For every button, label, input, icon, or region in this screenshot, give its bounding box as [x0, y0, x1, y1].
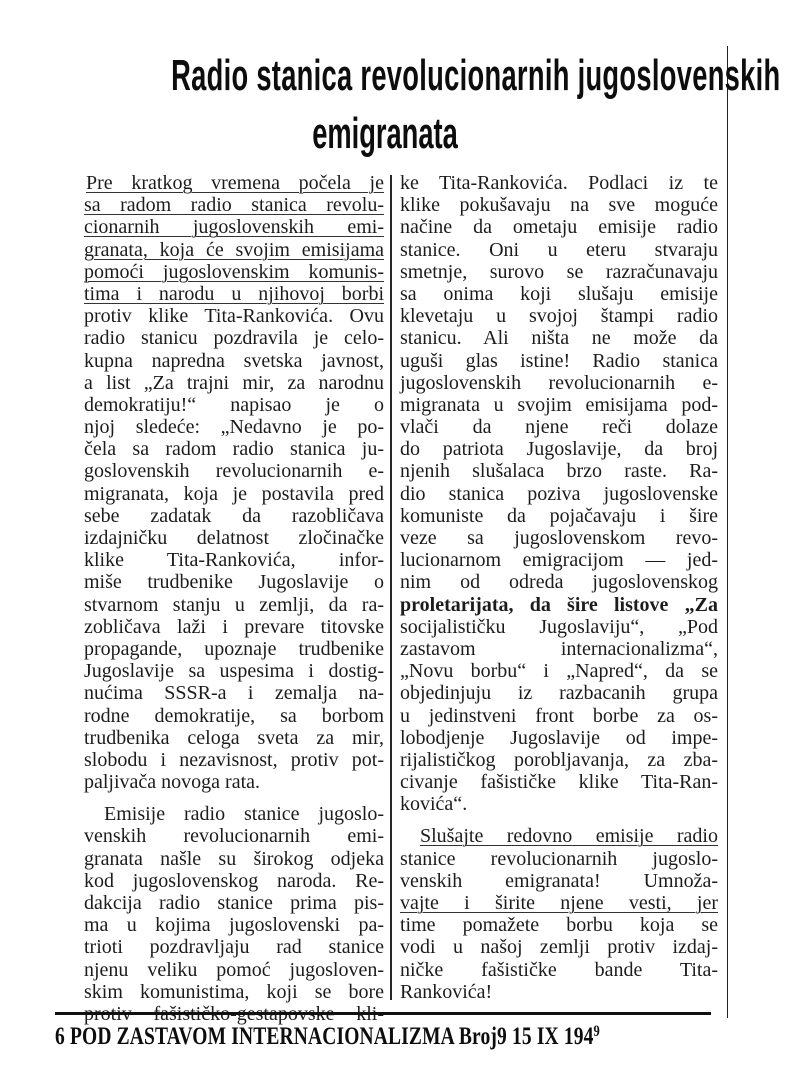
footer-rule — [55, 1012, 711, 1015]
text-line: granata našle su širokog odjeka — [84, 847, 384, 870]
text-line: kovića“. — [400, 793, 468, 816]
text-line: klike Tita-Rankovića, infor- — [84, 549, 384, 572]
text-line: do patriota Jugoslavije, da broj — [400, 438, 718, 461]
text-line: demokratiju!“ napisao je o — [84, 393, 384, 416]
text-line: cionarnih jugoslovenskih emi- — [84, 216, 384, 239]
text-line: Slušajte redovno emisije radio — [420, 825, 718, 848]
page-number: 6 — [55, 1023, 65, 1050]
text-line: tima i narodu u njihovoj borbi — [84, 282, 384, 305]
text-line: pomoći jugoslovenskim komunis- — [84, 260, 384, 283]
right-margin-rule — [727, 46, 728, 1018]
text-line: načine da ometaju emisije radio — [400, 216, 718, 239]
text-line: slobodu i nezavisnost, protiv pot- — [84, 748, 384, 771]
text-line: skim komunistima, koji se bore — [84, 980, 384, 1003]
text-line: kupna napredna svetska javnost, — [84, 349, 384, 372]
text-line: uguši glas istine! Radio stanica — [400, 349, 718, 372]
text-line: venskih emigranata! Umnoža- — [400, 869, 718, 892]
text-line: njoj sledeće: „Nedavno je po- — [84, 416, 384, 439]
text-line: „Novu borbu“ i „Napred“, da se — [400, 660, 718, 683]
text-line: Jugoslavije sa uspesima i dostig- — [84, 660, 384, 683]
text-line: miše trudbenike Jugoslavije o — [84, 571, 384, 594]
text-line: Pre kratkog vremena počela je — [86, 172, 384, 194]
text-line: a list „Za trajni mir, za narodnu — [84, 371, 384, 394]
text-line: vodi u našoj zemlji protiv izdaj- — [400, 936, 718, 959]
text-line: propagande, upoznaje trudbenike — [84, 637, 384, 660]
text-line: stvarnom stanju u zemlji, da ra- — [84, 593, 384, 616]
text-line: migranata u svojim emisijama pod- — [400, 393, 718, 416]
text-line: izdajničku delatnost zločinačke — [84, 527, 384, 549]
paragraph-gap — [84, 793, 384, 803]
text-line: dio stanica poziva jugoslovenske — [400, 482, 718, 505]
issue-date: 15 IX 194 — [511, 1023, 594, 1050]
headline-line-2: emigranata — [312, 109, 458, 158]
publication-name: POD ZASTAVOM INTERNACIONALIZMA — [69, 1023, 454, 1050]
text-line: komuniste da pojačavaju i šire — [400, 504, 718, 527]
text-line: čela sa radom radio stanica ju- — [84, 438, 384, 461]
text-line: stanice. Oni u eteru stvaraju — [400, 238, 718, 261]
column-divider — [390, 175, 392, 1000]
text-line: njenu veliku pomoć jugosloven- — [84, 958, 384, 981]
text-line: sa radom radio stanica revolu- — [84, 194, 384, 217]
text-line: ma u kojima jugoslovenski pa- — [84, 914, 384, 937]
text-line: ke Tita-Rankovića. Podlaci iz te — [400, 172, 718, 194]
text-line: nim od odreda jugoslovenskog — [400, 571, 718, 594]
text-line: kod jugoslovenskog naroda. Re- — [84, 869, 384, 892]
text-line: njenih slušalaca brzo raste. Ra- — [400, 460, 718, 483]
article-headline — [40, 50, 781, 160]
text-line: zobličava laži i prevare titovske — [84, 615, 384, 638]
text-line: protiv klike Tita-Rankovića. Ovu — [84, 305, 384, 328]
text-line: time pomažete borbu koja se — [400, 914, 718, 937]
text-line: klevetaju u svojoj štampi radio — [400, 305, 718, 328]
text-line: sebe zadatak da razobličava — [84, 504, 384, 527]
text-line: sa onima koji slušaju emisije — [400, 282, 718, 305]
text-line: vlači da njene reči dolaze — [400, 416, 718, 439]
text-line: lobodjenje Jugoslavije od impe- — [400, 726, 718, 749]
headline-line-1: Radio stanica revolucionarnih jugoslovenskih — [171, 51, 781, 100]
text-line: vajte i širite njene vesti, jer — [400, 892, 718, 914]
text-line: goslovenskih revolucionarnih e- — [84, 460, 384, 483]
article-column-left — [84, 172, 384, 1025]
text-line: stanicu. Ali ništa ne može da — [400, 327, 718, 350]
paragraph-gap — [400, 815, 718, 825]
text-line: Emisije radio stanice jugoslo- — [104, 803, 384, 826]
text-line: veze sa jugoslovenskom revo- — [400, 527, 718, 549]
text-line: civanje fašističke klike Tita-Ran- — [400, 771, 718, 794]
text-line: stanice revolucionarnih jugoslo- — [400, 847, 718, 870]
text-line: proletarijata, da šire listove „Za — [400, 593, 718, 616]
text-line: nućima SSSR-a i zemalja na- — [84, 682, 384, 705]
text-line: zastavom internacionalizma“, — [400, 637, 718, 660]
text-line: smetnje, surovo se razračunavaju — [400, 260, 718, 283]
issue-number: 9 — [497, 1023, 507, 1050]
text-line: klike pokušavaju na sve moguće — [400, 194, 718, 217]
text-line: venskih revolucionarnih emi- — [84, 825, 384, 848]
text-line: ničke fašističke bande Tita- — [400, 958, 718, 981]
text-line: radio stanicu pozdravila je celo- — [84, 327, 384, 350]
page-footer — [55, 1017, 600, 1052]
text-line: Rankovića! — [400, 980, 493, 1003]
issue-label: Broj — [458, 1023, 498, 1050]
text-line: jugoslovenskih revolucionarnih e- — [400, 371, 718, 394]
text-line: lucionarnom emigracijom — jed- — [400, 549, 718, 572]
text-line: granata, koja će svojim emisijama — [84, 238, 384, 261]
text-line: paljivača novoga rata. — [84, 771, 261, 794]
text-line: trioti pozdravljaju rad stanice — [84, 936, 384, 959]
text-line: migranata, koja je postavila pred — [84, 482, 384, 505]
text-line: dakcija radio stanice prima pis- — [84, 892, 384, 914]
text-line: trudbenika celoga sveta za mir, — [84, 726, 384, 749]
article-column-right — [400, 172, 718, 1003]
text-line: u jedinstveni front borbe za os- — [400, 704, 718, 727]
text-line: rijalističkog porobljavanja, za zba- — [400, 748, 718, 771]
text-line: objedinjuju iz razbacanih grupa — [400, 682, 718, 705]
text-line: rodne demokratije, sa borbom — [84, 704, 384, 727]
issue-date-last-digit: 9 — [593, 1023, 600, 1040]
text-line: socijalističku Jugoslaviju“, „Pod — [400, 615, 718, 638]
